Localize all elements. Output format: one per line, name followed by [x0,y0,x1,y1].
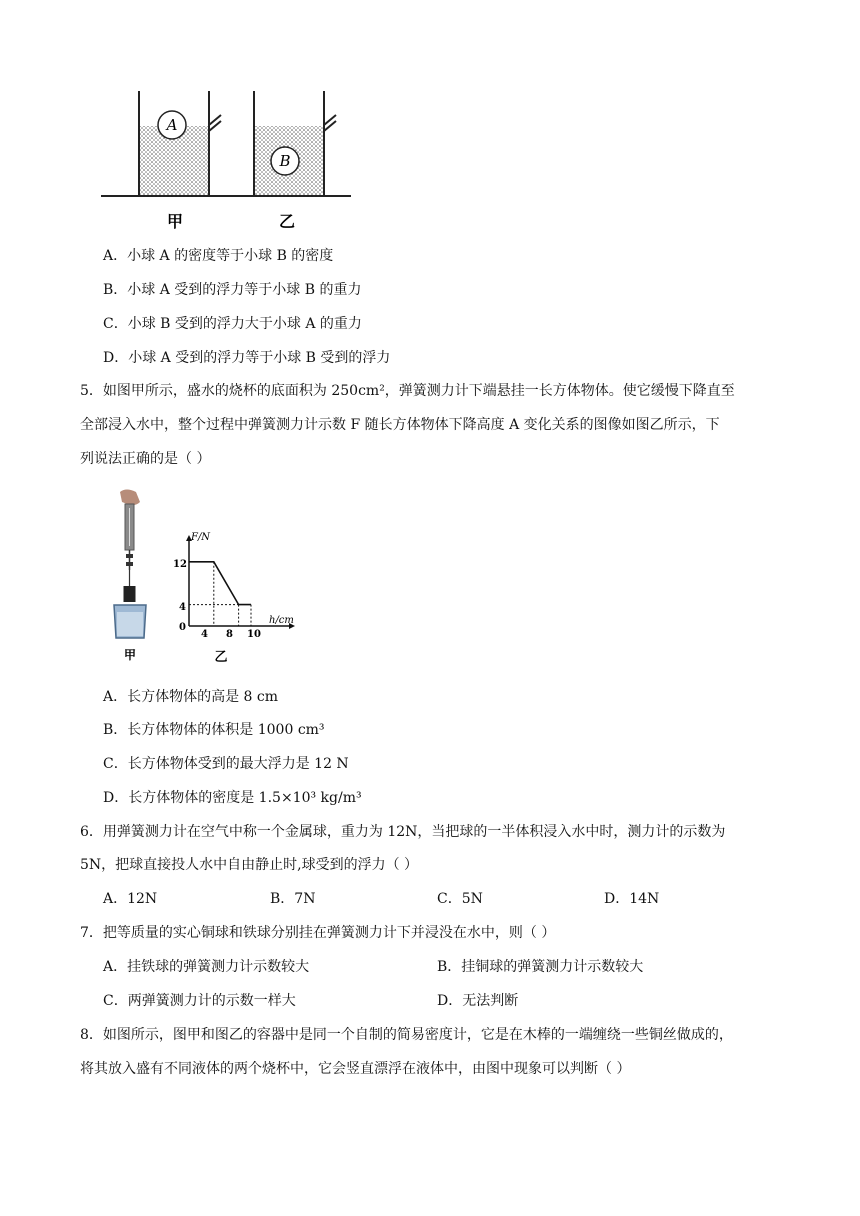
spring-scale-figure [108,488,158,663]
q7-stem: 7．把等质量的实心铜球和铁球分别挂在弹簧测力计下并浸没在水中，则（ ） [80,925,556,941]
q7-option-a: A．挂铁球的弹簧测力计示数较大 [103,959,310,975]
q6-option-a: A．12N [103,891,158,907]
q4-option-d: D．小球 A 受到的浮力等于小球 B 受到的浮力 [103,350,391,366]
y-tick-12: 12 [173,559,187,570]
q7-option-b: B．挂铜球的弹簧测力计示数较大 [437,959,644,975]
f-h-graph [165,525,305,665]
q6-stem-line-1: 6．用弹簧测力计在空气中称一个金属球，重力为 12N，当把球的一半体积浸入水中时，测力计的示数为 [80,824,726,840]
y-tick-0: 0 [179,622,186,633]
q4-option-a: A．小球 A 的密度等于小球 B 的密度 [103,248,334,264]
figure1-label-left: 甲 [166,212,184,231]
hand-icon [120,490,140,506]
q8-stem-line-1: 8．如图所示，图甲和图乙的容器中是同一个自制的简易密度计，它是在木棒的一端缠绕一些铜丝做成的， [80,1027,733,1043]
q6-stem-line-2: 5N，把球直接投人水中自由静止时,球受到的浮力（ ） [80,857,419,873]
q5-option-c: C．长方体物体受到的最大浮力是 12 N [103,756,349,772]
f-h-series-line [189,562,251,605]
q6-option-d: D．14N [604,891,660,907]
ball-a-label: A [166,116,178,134]
f-axis-label: F/N [191,532,211,543]
q5-option-b: B．长方体物体的体积是 1000 cm³ [103,722,325,738]
y-tick-4: 4 [179,602,186,613]
q4-option-c: C．小球 B 受到的浮力大于小球 A 的重力 [103,316,362,332]
h-axis-label: h/cm [269,615,294,626]
ball-b-label: B [279,152,291,170]
q6-option-b: B．7N [270,891,316,907]
figure2-label-right: 乙 [214,650,228,665]
block [124,586,136,602]
q7-option-c: C．两弹簧测力计的示数一样大 [103,993,296,1009]
q4-option-b: B．小球 A 受到的浮力等于小球 B 的重力 [103,282,362,298]
q6-option-c: C．5N [437,891,483,907]
q5-option-a: A．长方体物体的高是 8 cm [103,689,279,705]
beakers-figure [95,85,365,235]
q5-option-d: D．长方体物体的密度是 1.5×10³ kg/m³ [103,790,362,806]
q5-stem-line-1: 5．如图甲所示，盛水的烧杯的底面积为 250cm²，弹簧测力计下端悬挂一长方体物体。使它缓慢下降直至 [80,383,735,399]
figure2-label-left: 甲 [123,648,137,662]
x-tick-4: 4 [201,629,208,640]
x-tick-8: 8 [226,629,233,640]
q8-stem-line-2: 将其放入盛有不同液体的两个烧杯中，它会竖直漂浮在液体中，由图中现象可以判断（ ） [80,1061,631,1077]
q7-option-d: D．无法判断 [437,993,519,1009]
q5-stem-line-2: 全部浸入水中，整个过程中弹簧测力计示数 F 随长方体物体下降高度 A 变化关系的图像如图乙所示，下 [80,417,720,433]
figure1-label-right: 乙 [278,212,296,231]
x-tick-10: 10 [247,629,261,640]
q5-stem-line-3: 列说法正确的是（ ） [80,451,211,467]
